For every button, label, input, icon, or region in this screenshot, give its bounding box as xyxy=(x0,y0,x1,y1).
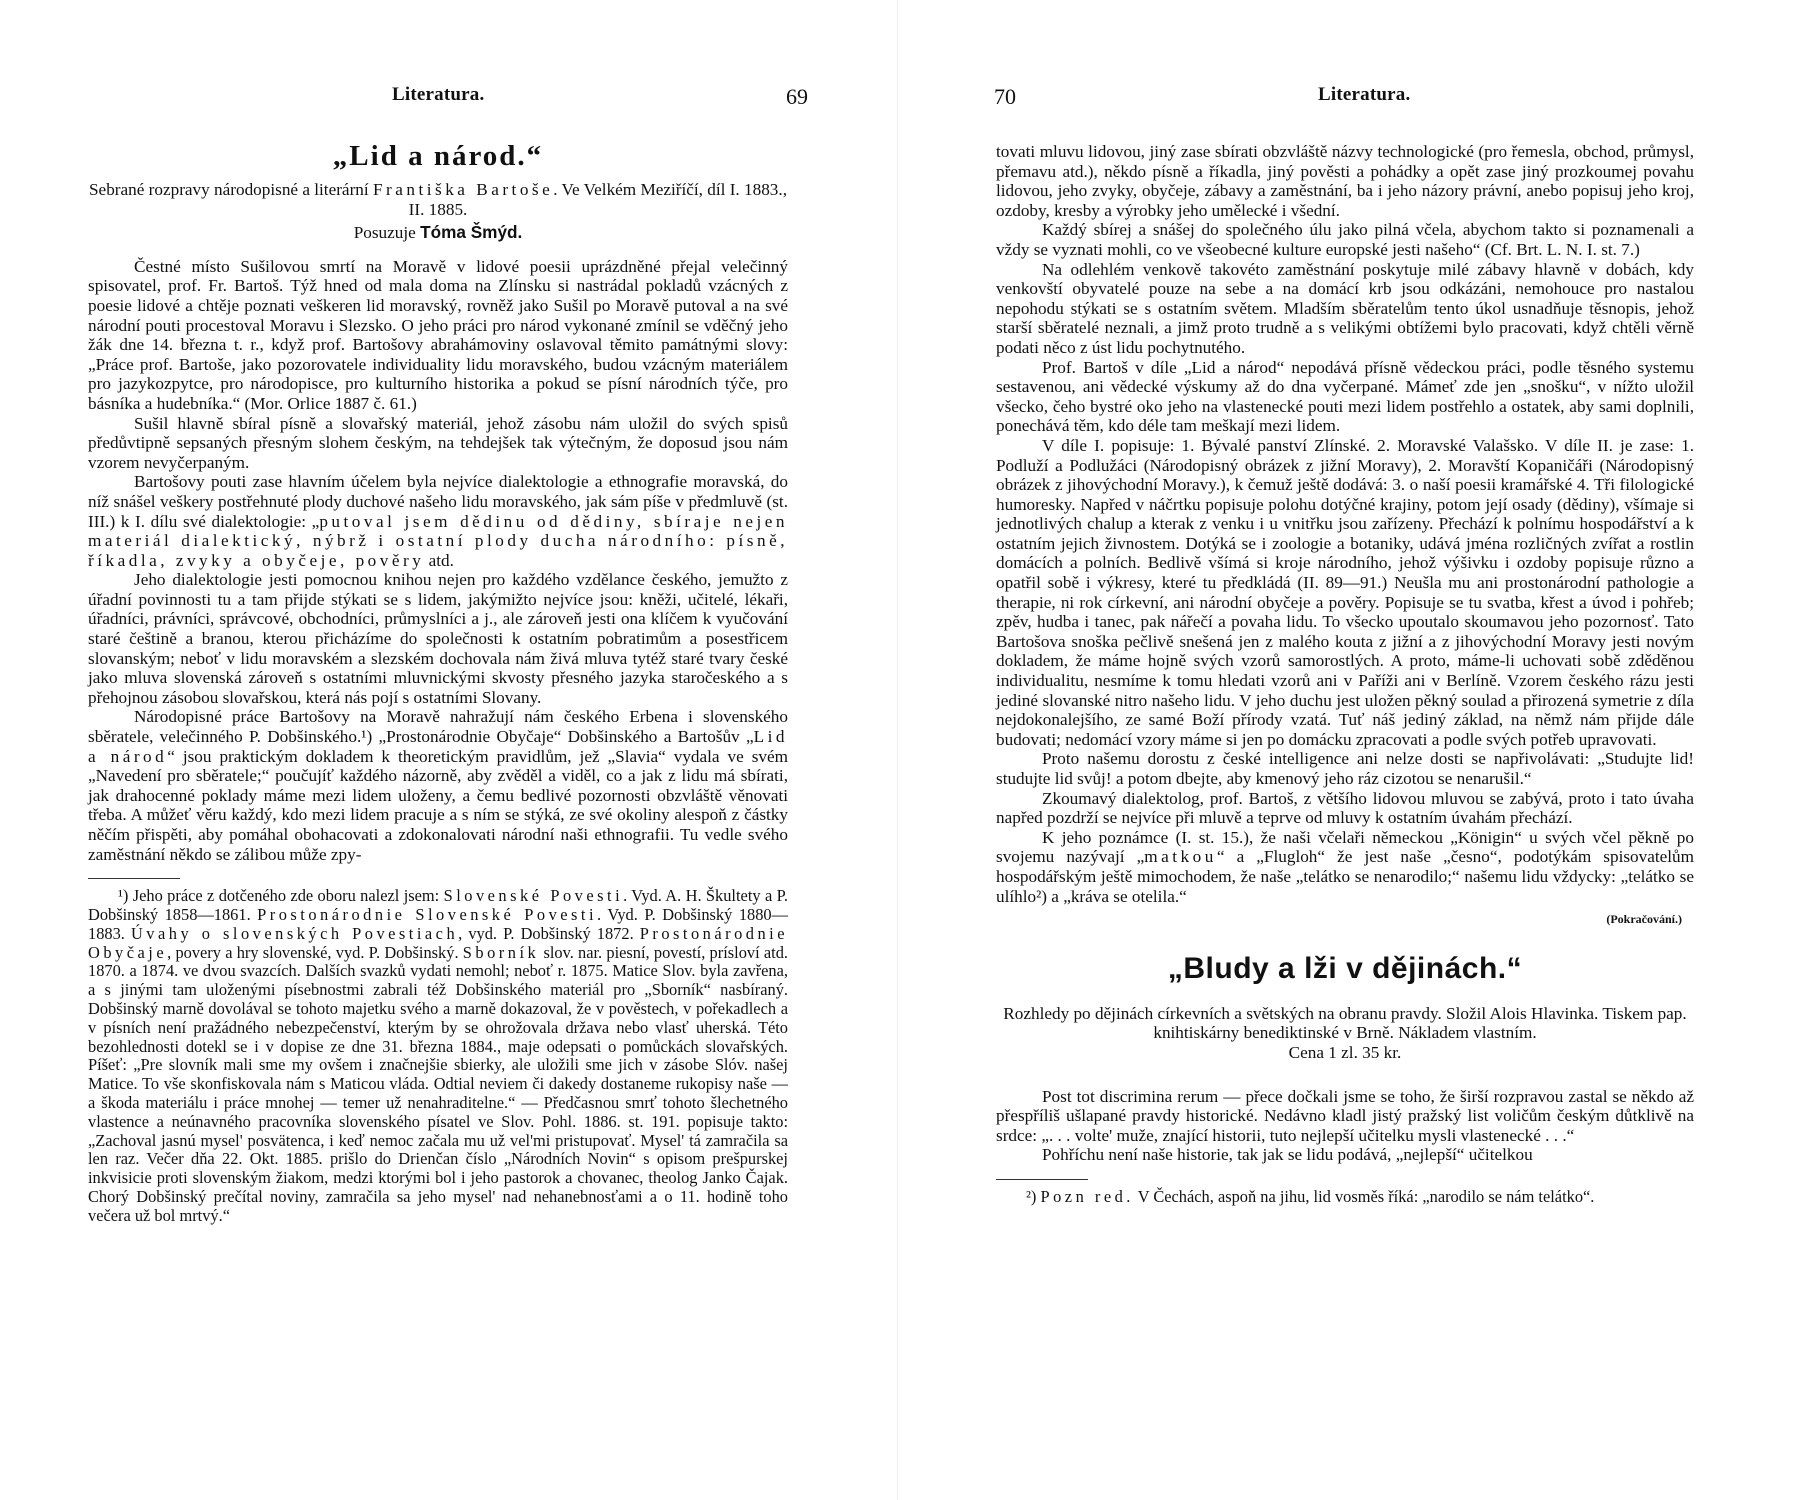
continued-note: (Pokračování.) xyxy=(1606,912,1682,927)
footnote-divider xyxy=(996,1179,1088,1180)
footnote: ²) Pozn red. V Čechách, aspoň na jihu, lid vosměs říká: „narodilo se nám telátko“. xyxy=(1026,1186,1595,1206)
second-article-title: „Bludy a lži v dějinách.“ xyxy=(1167,951,1523,985)
running-head-right: Literatura. xyxy=(1318,84,1411,105)
paragraph: Na odlehlém venkově takovéto zaměstnání poskytuje milé zábavy hlavně v dobách, kdy venkovští obyvatelé pouze na sebe a na domácí krb jsou odkázáni, nemohouce pro nastalou nepohodu stýkati se s ostatním světem. Mladším sběratelům tento úkol usnadňuje těsnopis, jehož starší sběratelé neznali, a jimž proto trudně a s velikými obtížemi bylo pracovati, když chtěli věrně podati něco z úst lidu pochytnutého. xyxy=(996,259,1694,357)
paragraph: Každý sbírej a snášej do společného úlu jako pilná včela, abychom takto si poznamenali a vždy se vyznati mohli, co ve všeobecné kulture europské jesti našeho“ (Cf. Brt. L. N. I. st. 7.) xyxy=(996,220,1694,259)
paragraph: tovati mluvu lidovou, jiný zase sbírati obzvláště názvy technologické (pro řemesla, obchod, průmysl, přemavu atd.), někdo písně a říkadla, jiný pověsti a pohádky a opět zase jiný prozkoumej povahu lidovou, jeho zvyky, obyčeje, zábavy a zaměstnání, ba i jeho názory právní, anebo popisuj jeho kroj, ozdoby, kresby a výrobky jeho umělecké i všední. xyxy=(996,142,1694,220)
paragraph: Jeho dialektologie jesti pomocnou knihou nejen pro každého vzdělance českého, jemužto z úřadní povinnosti tu a tam přijde stýkati se s lidem, jakýmižto nejvíce jsou: kněži, učitelé, lékaři, úřadníci, právníci, správcové, obchodníci, průmyslníci a j., ale zároveň jesti ona klíčem k vyučování staré češtině a branou, kterou přicházíme do společnosti k ostatním pobratimům a posestřicem slovanským; neboť v lidu moravském a slezském dochovala nám živá mluva tytéž staré tvary české jako mluva slovenská zároveň s ostatními mluvnickými skvosty přesného jazyka staročeského a s přehojnou zásobou slovařskou, která nás pojí s ostatními Slovany. xyxy=(88,570,788,707)
right-column xyxy=(996,142,1694,1207)
paragraph: Sušil hlavně sbíral písně a slovařský materiál, jehož zásobu nám uložil do svých spisů předůvtipně sepsaných přesným slohem českým, na tehdejšek tak výtečným, že doposud jsou nám vzorem nevyčerpaným. xyxy=(88,413,788,472)
left-column xyxy=(88,140,788,1226)
paragraph: Pohříchu není naše historie, tak jak se lidu podává, „nejlepší“ učitelkou xyxy=(1042,1145,1533,1165)
article-title: „Lid a národ.“ xyxy=(332,140,544,172)
paragraph: Bartošovy pouti zase hlavním účelem byla nejvíce dialektologie a ethnografie moravská, do níž snášel veškery postřehnuté plody duchové našeho lidu moravského, jak sám píše v předmluvě (st. III.) k I. dílu své dialektologie: „putoval jsem dědinu od dědiny, sbíraje nejen materiál dialektický, nýbrž i ostatní plody ducha národního: písně, říkadla, zvyky a obyčeje, pověry atd. xyxy=(88,472,788,570)
paragraph: Národopisné práce Bartošovy na Moravě nahražují nám českého Erbena i slovenského sběratele, velečinného P. Dobšinského.¹) „Prostonárodnie Obyčaje“ Dobšinského a Bartošův „Lid a národ“ jsou praktickým dokladem k theoretickým pravidlům, jež „Slavia“ vydala ve svém „Navedení pro sběratele;“ poučujíť každého názorně, aby zvěděl a viděl, co a jak z lidu má sbírati, jak drahocenné poklady máme mezi lidem uloženy, a čemu bedlivé pozornosti obzvláště věnovati třeba. A můžeť věru každý, kdo mezi lidem pracuje a s ním se stýká, ze své okoliny alespoň z částky něčím přispěti, aby pomáhal obohacovati a zdokonalovati národní naši ethnografii. Tu vedle svého zaměstnání někdo se zálibou může zpy- xyxy=(88,707,788,864)
paragraph: Proto našemu dorostu z české intelligence ani nelze dosti se napřivolávati: „Studujte lid! studujte lid svůj! a potom dbejte, aby kmenový jeho ráz cizotou se nenarušil.“ xyxy=(996,749,1694,788)
paragraph: V díle I. popisuje: 1. Bývalé panství Zlínské. 2. Moravské Valašsko. V díle II. je zase: 1. Podluží a Podlužáci (Národopisný obrázek z jižní Moravy), 2. Moravští Kopaničáři (Národopisný obrázek z jihovýchodní Moravy.), k čemuž ještě dodává: 3. o naší poesii kramářské 4. Tři filologické humoresky. Napřed v náčrtku popisuje polohu dotýčné krajiny, potom její osady (dědiny), všímaje si jednotlivých chalup a kterak z venku i u vnitřku jsou zařízeny. Přechází k polnímu hospodářství a k ostatním jejich živnostem. Dotýká se i zoologie a botaniky, udává jména rozličných zvířat a rostlin domácích a polních. Bedlivě všímá si kroje národního, jehož výšivku i ozdoby popisuje různo a opatřil sobě i výkresy, které tu předkládá (II. 89—91.) Neušla mu ani prostonárodní pathologie a therapie, ni rok církevní, ani národní obyčeje a pověry. Popisuje se tu svatba, křest a úvod i pohřeb; zpěv, hudba i tanec, pak nářečí a povaha lidu. To všecko upoutalo skoumavou jeho pozornosť. Tato Bartošova snoška pečlivě snešená jen z malého kouta z jižní a z jihovýchodní Moravy jesti novým dokladem, že máme hojně svých vzorů samorostlých. A proto, máme-li uchovati sobě zděděnou individualitu, nesmíme k tomu hledati vzorů ani v Paříži ani v Berlíně. Vzorem českého rázu jesti jediné slovanské nitro našeho lidu. V jeho duchu jest uložen pěkný soulad a přirozená symetrie z díla nejdokonalejšího, ze samé Boží přírody vzatá. Tuť náš jediný základ, na němž nám přijde dále budovati; nedomácí vzory máme si jen po domácku zpracovati a podle svých potřeb upravovati. xyxy=(996,435,1694,749)
footnote: ¹) Jeho práce z dotčeného zde oboru nalezl jsem: Slovenské Povesti. Vyd. A. H. Škultety a P. Dobšinský 1858—1861. Prostonárodnie Slovenské Povesti. Vyd. P. Dobšinský 1880—1883. Úvahy o slovenských Povestiach, vyd. P. Dobšinský 1872. Prostonárodnie Obyčaje, povery a hry slovenské, vyd. P. Dobšinský. Sborník slov. nar. piesní, povestí, prísloví atd. 1870. a 1874. ve dvou svazcích. Dalších svazků vydati nemohl; neboť r. 1875. Matice Slov. byla zavřena, a s jinými tam uloženými písebnostmi zabrali též Dobšinského materiál pro „Sborník“ nasbíraný. Dobšinský marně dovolával se tohoto majetku svého a marně dokazoval, že v pověstech, v pořekadlech a v písních není pražádného nebezpečenství, kterým by se ohrožovala država nebo vlasť uherská. Této bezohlednosti dotekl se i v dopise ze dne 31. března 1884., maje odepsati o pomůckách slovařských. Píšeť: „Pre slovník mali sme my ovšem i značnejšie sbierky, ale uložili sme jich v zásobe Slóv. našej Matice. To vše skonfiskovala nám s Maticou vláda. Odtial neviem či dakedy dostaneme rukopisy naše — a škoda materiálu i práce mnohej — temer už nenahraditelne.“ — Předčasnou smrť tohoto šlechetného vlastence a neúnavného pracovníka slovenského písatel ve Slov. Pohl. 1886. st. 191. popisuje takto: „Zachoval jasnú mysel' posvätenca, i keď nemoc začala mu už vel'mi pristupovať. Mysel' tá zamračila sa len raz. Večer dňa 22. Okt. 1885. prišlo do Drienčan číslo „Národních Novin“ s opisom prešpurskej inkvisicie proti slovenským žiakom, medzi ktorými bol i jeho pastorok a chovanec, theolog Janko Čajak. Chorý Dobšinský prečítal noviny, zamračila sa jeho mysel' nad nehanebnosťami a o 11. hodině toho večera už bol mrtvý.“ xyxy=(88,886,788,1225)
paragraph: Zkoumavý dialektolog, prof. Bartoš, z většího lidovou mluvou se zabývá, proto i tato úvaha napřed pozdrží se nejvíce při mluvě a teprve od mluvy k ostatním úvahám přechází. xyxy=(996,788,1694,828)
paragraph: Čestné místo Sušilovou smrtí na Moravě v lidové poesii uprázdněné přejal velečinný spisovatel, prof. Fr. Bartoš. Týž hned od mala doma na Zlínsku si nastrádal pokladů vzácných z poesie lidové a chtěje poznati veškeren lid moravský, rovněž jako Sušil po Moravě putoval a na své národní pouti procestoval Moravu i Slezsko. O jeho práci pro národ vykonané zmínil se vděčný jeho žák dne 14. března t. r., když prof. Bartošovy abrahámoviny oslavoval těmito památnými slovy: „Práce prof. Bartoše, jako pozorovatele individuality lidu moravského, budou vzácným materiálem pro jazykozpytce, pro národopisce, pro kulturního historika a pokud se písní národních týče, pro básníka a hudebníka.“ (Mor. Orlice 1887 č. 61.) xyxy=(88,256,788,413)
page-number-left: 69 xyxy=(786,84,808,109)
second-article-subtitle: Rozhledy po dějinách církevních a světských na obranu pravdy. Složil Alois Hlavinka. Tiskem pap. knihtiskárny benediktinské v Brně. Nákladem vlastním. Cena 1 zl. 35 kr. xyxy=(1003,1003,1687,1062)
article-subtitle: Sebrané rozpravy národopisné a literární Františka Bartoše. Ve Velkém Meziříčí, díl I. 1883., II. 1885. xyxy=(89,180,787,219)
paragraph: Post tot discrimina rerum — přece dočkali jsme se toho, že širší rozpravou zastal se někdo až přespříliš ušlapané pravdy historické. Nedávno kladl jistý pražský list voličům českým důtklivě na srdce: „. . . volte' muže, znající historii, tuto nejlepší učitelku mysli vlastenecké . . .“ xyxy=(996,1086,1694,1145)
footnote-divider xyxy=(88,878,180,879)
article-byline: Posuzuje Tóma Šmýd. xyxy=(353,222,523,243)
paragraph: Prof. Bartoš v díle „Lid a národ“ nepodává přísně vědeckou práci, podle těsného systemu sestavenou, ani vědecké výskumy až do dna vyčerpané. Mámeť zde jen „snošku“, v nížto uložil všecko, čeho bystré oko jeho na vlastenecké pouti mezi lidem postřehlo a ostatek, aby sami doplnili, ponechává těm, kdo déle tam meškají mezi lidem. xyxy=(996,357,1694,436)
paragraph: K jeho poznámce (I. st. 15.), že naši včelaři německou „Königin“ u svých včel pěkně po svojemu nazývají „matkou“ a „Flugloh“ že jest naše „česno“, podotýkám spisovatelům hospodářským ještě mimochodem, že naše „telátko se nenarodilo;“ našemu lidu vždycky: „telátko se ulíhlo²) a „kráva se otelila.“ xyxy=(996,827,1694,906)
running-head-left: Literatura. xyxy=(392,84,485,105)
page-right xyxy=(898,0,1796,1500)
page-number-right: 70 xyxy=(994,84,1016,109)
